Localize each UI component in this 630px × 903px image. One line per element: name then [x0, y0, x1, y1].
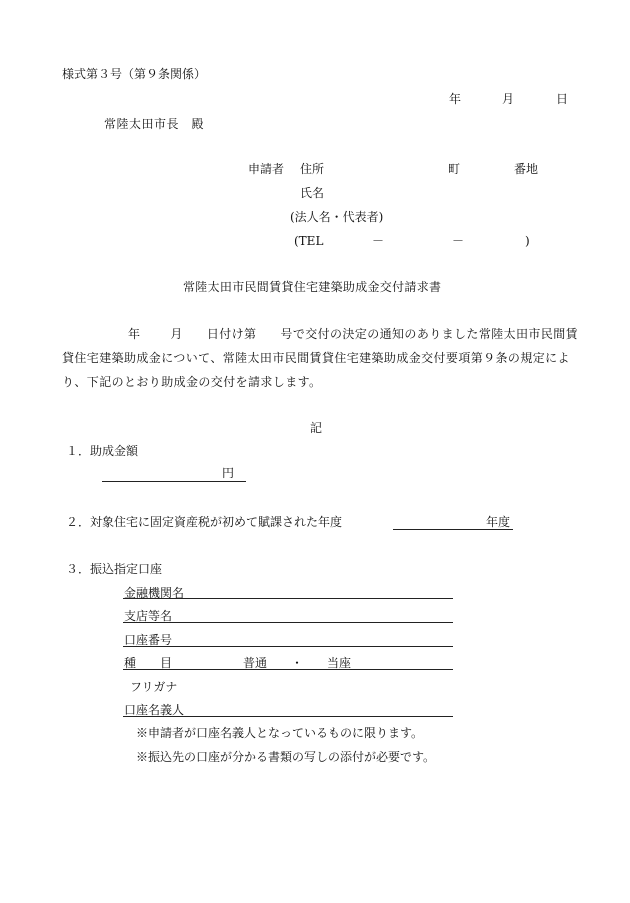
account-type-options: 普通 ・ 当座	[243, 656, 352, 670]
item1-heading: １．助成金額	[66, 444, 139, 458]
applicant-label: 申請者	[248, 162, 285, 176]
body-year: 年	[128, 327, 141, 341]
ki-heading: 記	[310, 421, 323, 435]
item3-heading: ３．振込指定口座	[66, 562, 163, 576]
item2-heading: ２．対象住宅に固定資産税が初めて賦課された年度	[66, 515, 343, 529]
body-month: 月	[170, 327, 183, 341]
bank-institution-line	[123, 598, 453, 599]
tel-open: (TEL	[294, 234, 324, 248]
form-number: 様式第３号（第９条関係）	[62, 67, 207, 81]
bank-branch-line	[123, 622, 453, 623]
bank-institution-label: 金融機関名	[124, 586, 185, 600]
nendo-underline	[393, 529, 513, 530]
date-day-label: 日	[556, 92, 569, 106]
date-year-label: 年	[449, 92, 462, 106]
document-title: 常陸太田市民間賃貸住宅建築助成金交付請求書	[183, 280, 442, 294]
account-number-line	[123, 646, 453, 647]
tel-close: )	[525, 234, 530, 248]
body-rest: 号で交付の決定の通知のありました常陸太田市民間賃貸住宅建築助成金について、常陸太田市民間賃貸住宅建築助成金交付要項第９条の規定により、下記のとおり助成金の交付を請求します。	[62, 327, 579, 389]
body-paragraph	[62, 322, 582, 394]
account-holder-line	[123, 716, 453, 717]
account-type-line	[123, 669, 453, 670]
note-1: ※申請者が口座名義人となっているものに限ります。	[136, 726, 424, 740]
tel-dash-2: －	[452, 234, 465, 248]
tel-dash-1: －	[372, 234, 385, 248]
note-2: ※振込先の口座が分かる書類の写しの添付が必要です。	[136, 750, 436, 764]
account-holder-label: 口座名義人	[124, 703, 185, 717]
name-label: 氏名	[300, 186, 325, 200]
yen-label: 円	[222, 466, 235, 480]
account-type-label: 種 目	[124, 656, 173, 670]
banchi-label: 番地	[514, 162, 539, 176]
corp-rep-label: (法人名・代表者)	[290, 210, 384, 224]
account-number-label: 口座番号	[124, 633, 173, 647]
date-month-label: 月	[502, 92, 515, 106]
furigana-label: フリガナ	[130, 680, 178, 694]
amount-underline	[102, 481, 246, 482]
addressee: 常陸太田市長 殿	[104, 117, 205, 131]
town-label: 町	[448, 162, 461, 176]
body-date-ref: 日付け第	[206, 327, 257, 341]
nendo-label: 年度	[486, 515, 511, 529]
bank-branch-label: 支店等名	[124, 609, 173, 623]
address-label: 住所	[300, 162, 325, 176]
